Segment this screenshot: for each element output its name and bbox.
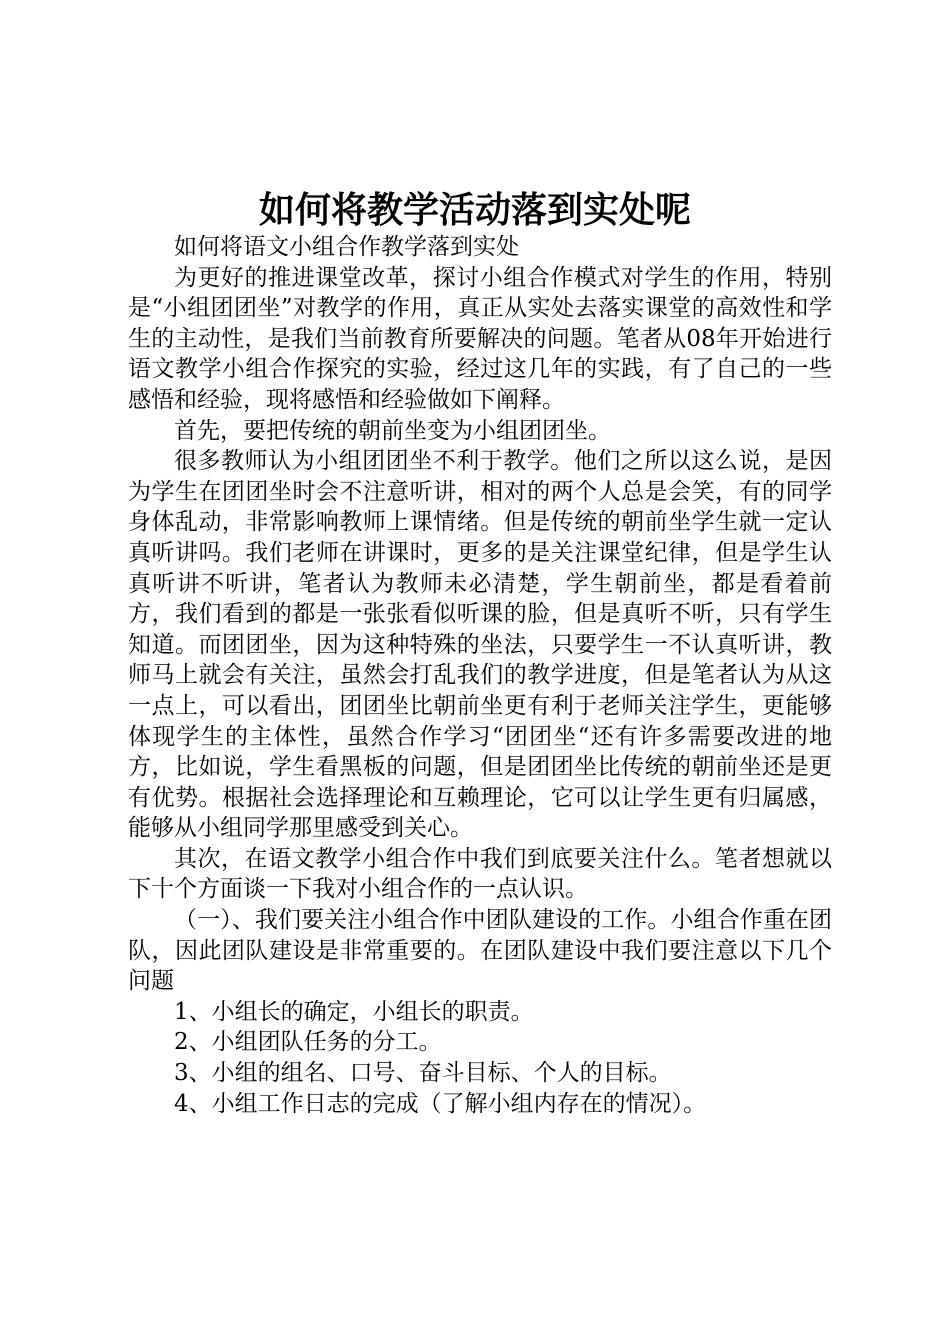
- paragraph-intro: 为更好的推进课堂改革，探讨小组合作模式对学生的作用，特别是“小组团团坐”对教学的作用，真正从实处去落实课堂的高效性和学生的主动性，是我们当前教育所要解决的问题。笔者从08年开始进行语文教学小组合作探究的实验，经过这几年的实践，有了自己的一些感悟和经验，现将感悟和经验做如下阐释。: [128, 264, 832, 413]
- list-item: 1、小组长的确定，小组长的职责。: [174, 998, 534, 1025]
- document-title: 如何将教学活动落到实处呢: [258, 189, 691, 231]
- paragraph-second-point: 其次，在语文教学小组合作中我们到底要关注什么。笔者想就以下十个方面谈一下我对小组合作的一点认识。: [128, 845, 832, 903]
- list-item: 2、小组团队任务的分工。: [174, 1029, 442, 1056]
- paragraph-team-building: （一）、我们要关注小组合作中团队建设的工作。小组合作重在团队，因此团队建设是非常重要的。在团队建设中我们要注意以下几个问题: [128, 907, 832, 995]
- paragraph-subtitle: 如何将语文小组合作教学落到实处: [174, 234, 519, 260]
- paragraph-seating-discussion: 很多教师认为小组团团坐不利于教学。他们之所以这么说，是因为学生在团团坐时会不注意听讲，相对的两个人总是会笑，有的同学身体乱动，非常影响教师上课情绪。但是传统的朝前坐学生就一定认真听讲吗。我们老师在讲课时，更多的是关注课堂纪律，但是学生认真听讲不听讲，笔者认为教师未必清楚，学生朝前坐，都是看着前方，我们看到的都是一张张看似听课的脸，但是真听不听，只有学生知道。而团团坐，因为这种特殊的坐法，只要学生一不认真听讲，教师马上就会有关注，虽然会打乱我们的教学进度，但是笔者认为从这一点上，可以看出，团团坐比朝前坐更有利于老师关注学生，更能够体现学生的主体性，虽然合作学习“团团坐“还有许多需要改进的地方，比如说，学生看黑板的问题，但是团团坐比传统的朝前坐还是更有优势。根据社会选择理论和互赖理论，它可以让学生更有归属感，能够从小组同学那里感受到关心。: [128, 448, 832, 842]
- document-body: [128, 232, 832, 1119]
- list-item: 3、小组的组名、口号、奋斗目标、个人的目标。: [174, 1060, 672, 1087]
- paragraph-first-point: 首先，要把传统的朝前坐变为小组团团坐。: [174, 417, 611, 444]
- list-item: 4、小组工作日志的完成（了解小组内存在的情况）。: [174, 1090, 707, 1117]
